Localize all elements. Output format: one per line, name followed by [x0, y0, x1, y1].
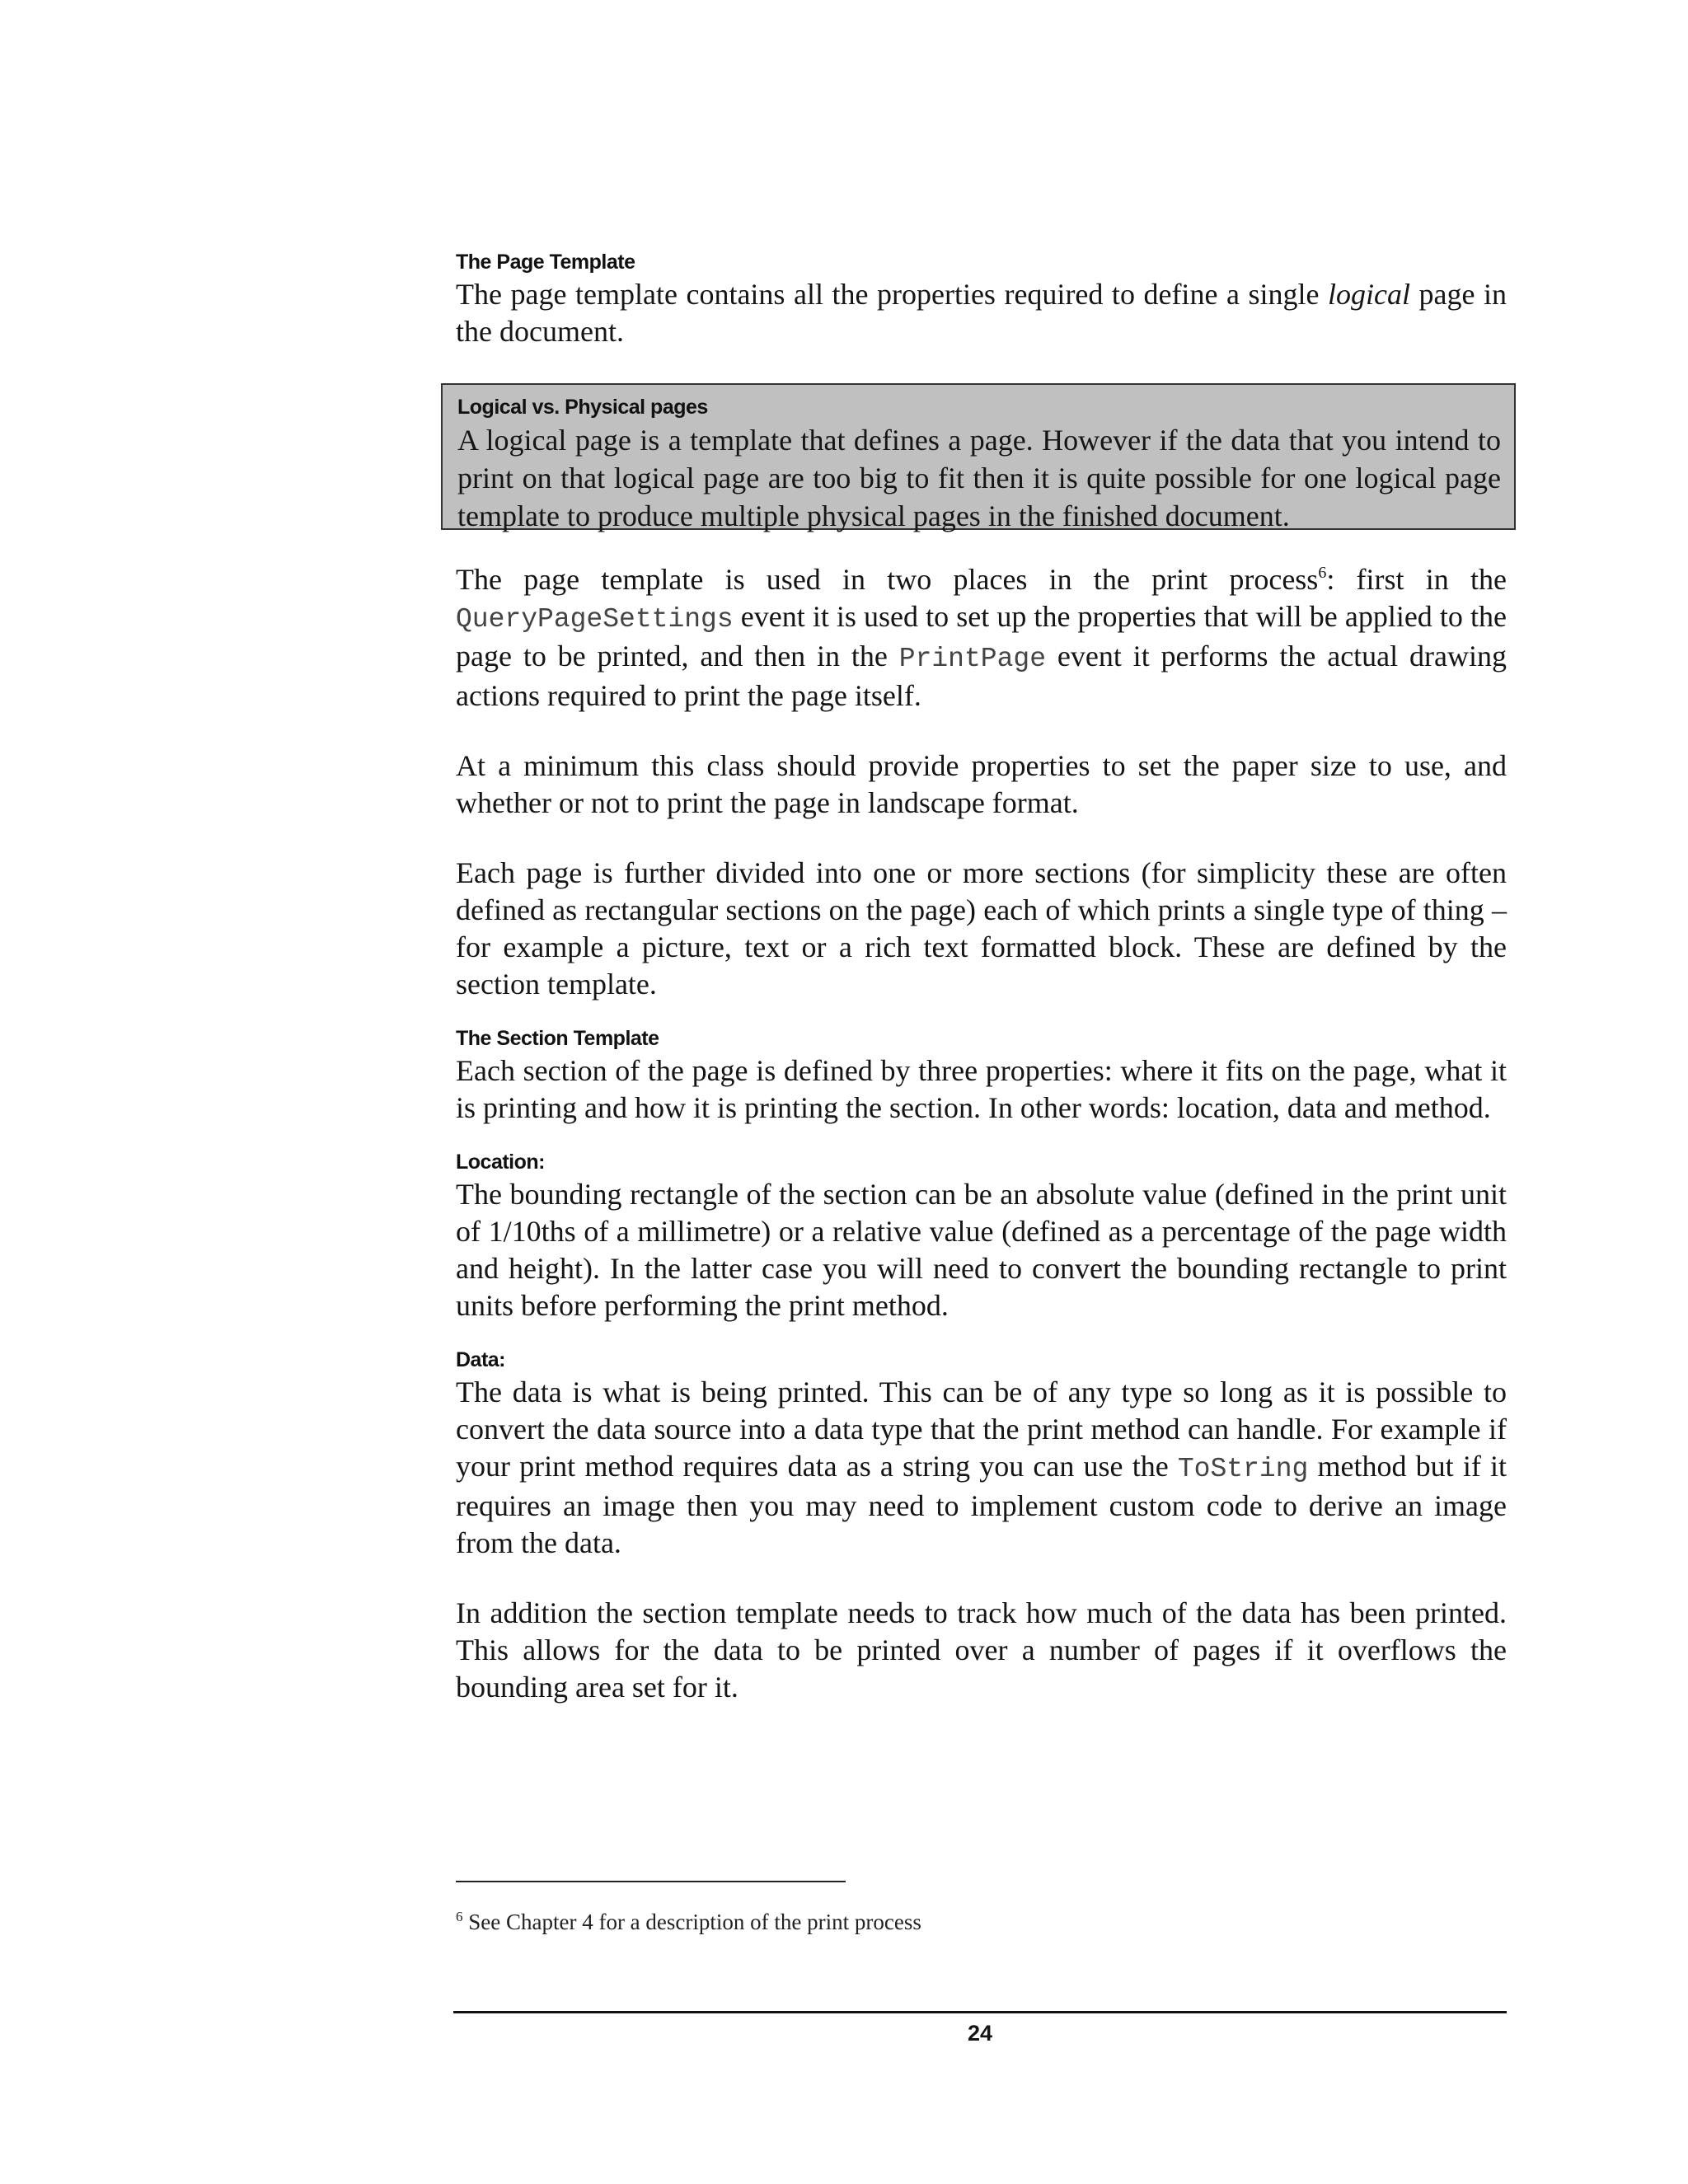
code-printpage: PrintPage	[898, 644, 1046, 674]
logical-emphasis: logical	[1327, 278, 1410, 311]
location-paragraph: The bounding rectangle of the section can be an absolute value (defined in the print unit of 1/10ths of a millimetre) or a relative value (defined as a percentage of the page width and height). In the latter case you will need to convert the bounding rectangle to print units before performing the print method.	[456, 1178, 1507, 1322]
page-template-paragraph: The page template contains all the properties required to define a single logical page in the document.	[456, 278, 1507, 348]
sections-paragraph: Each page is further divided into one or more sections (for simplicity these are often defined as rectangular sections on the page) each of which prints a single type of thing – for example a picture, text or a rich text formatted block. These are defined by the section template.	[456, 856, 1507, 1001]
page-template-heading: The Page Template	[456, 251, 635, 274]
data-paragraph: The data is what is being printed. This can be of any type so long as it is possible to convert the data source into a data type that the print method can handle. For example if your print method requires data as a string you can use the ToString method but if it requires an image then you may need to implement custom code to derive an image from the data.	[456, 1376, 1507, 1559]
page-body	[456, 248, 1507, 350]
footnote-ref[interactable]: 6	[1318, 564, 1327, 582]
tracking-paragraph: In addition the section template needs to track how much of the data has been printed. This allows for the data to be printed over a number of pages if it overflows the bounding area set for it.	[456, 1596, 1507, 1704]
section-template-paragraph: Each section of the page is defined by three properties: where it fits on the page, what it is printing and how it is printing the section. In other words: location, data and method.	[456, 1054, 1507, 1124]
data-heading: Data:	[456, 1348, 506, 1371]
minimum-paragraph: At a minimum this class should provide properties to set the paper size to use, and whether or not to print the page in landscape format.	[456, 749, 1507, 819]
footnote-text: See Chapter 4 for a description of the print process	[462, 1910, 921, 1934]
callout-box	[441, 383, 1516, 530]
callout-heading: Logical vs. Physical pages	[457, 396, 708, 419]
footnote-number: 6	[456, 1909, 463, 1924]
code-querypagesettings: QueryPageSettings	[456, 604, 734, 635]
code-tostring: ToString	[1177, 1454, 1309, 1484]
page-number: 24	[967, 2021, 993, 2046]
callout-body: A logical page is a template that defines a page. However if the data that you intend to print on that logical page are too big to fit then it is quite possible for one logical page template to produce multiple physical pages in the finished document.	[457, 424, 1501, 532]
section-template-heading: The Section Template	[456, 1027, 659, 1050]
footnote-divider	[456, 1881, 846, 1882]
footnote	[456, 1909, 921, 1935]
footer-rule	[453, 2011, 1507, 2013]
location-heading: Location:	[456, 1151, 545, 1174]
print-process-paragraph: The page template is used in two places in the print process$^6$: first in the QueryPageSettings event it is used to set up the properties that will be applied to the page to be printed, and then in the PrintPage event it performs the actual drawing actions required to print the page itself.	[456, 563, 1507, 712]
page-body-main	[456, 561, 1507, 1706]
